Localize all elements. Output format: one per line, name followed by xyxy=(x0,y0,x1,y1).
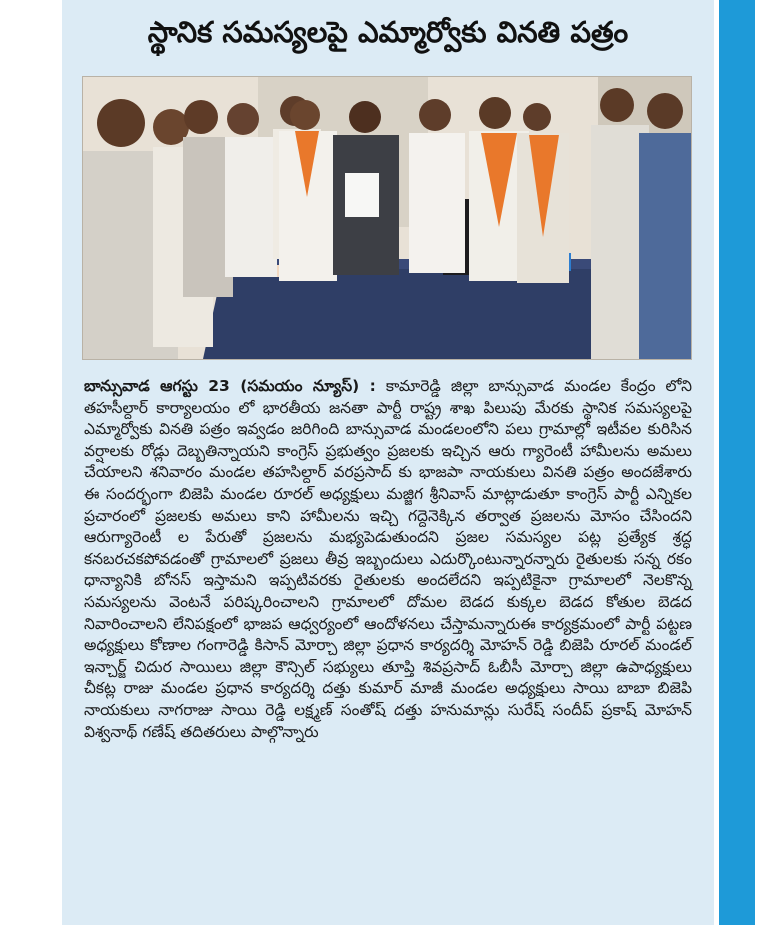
article-headline: స్థానిక సమస్యలపై ఎమ్మార్వోకు వినతి పత్రం xyxy=(147,15,629,49)
article-body xyxy=(84,376,692,743)
group-photo-illustration xyxy=(83,77,691,359)
article-body-text: కామారెడ్డి జిల్లా బాన్సువాడ మండల కేంద్రం లోని తహసీల్దార్ కార్యాలయం లో భారతీయ జనతా పార్టీ రాష్ట్ర శాఖ పిలుపు మేరకు స్థానిక సమస్యలపై ఎమ్మార్వోకు వినతి పత్రం ఇవ్వడం జరిగింది బాన్సువాడ మండలంలోని పలు గ్రామాల్లో ఇటీవల కురిసిన వర్షాలకు రోడ్లు దెబ్బతిన్నాయని కాంగ్రెస్ ప్రభుత్వం ప్రజలకు ఇచ్చిన ఆరు గ్యారెంటీ హామీలను అమలు చేయాలని శనివారం మండల తహసిల్దార్ వరప్రసాద్ కు భాజపా నాయకులు వినతి పత్రం అందజేశారు ఈ సందర్భంగా బిజెపి మండల రూరల్ అధ్యక్షులు మజ్జిగ శ్రీనివాస్ మాట్లాడుతూ కాంగ్రెస్ పార్టీ ఎన్నికల ప్రచారంలో ప్రజలకు అమలు కాని హామీలను ఇచ్చి గద్దెనెక్కిన తర్వాత ప్రజలను మోసం చేసిందని ఆరుగ్యారెంటీ ల పేరుతో ప్రజలను మభ్యపెడుతుందని ప్రజల సమస్యల పట్ల ప్రత్యేక శ్రద్ధ కనబరచకపోవడంతో గ్రామాలలో ప్రజలు తీవ్ర ఇబ్బందులు ఎదుర్కొంటున్నారన్నారు రైతులకు సన్న రకం ధాన్యానికి బోనస్ ఇస్తామని ఇప్పటివరకు రైతులకు అందలేదని ఇప్పటికైనా గ్రామాలలో నెలకొన్న సమస్యలను వెంటనే పరిష్కరించాలని గ్రామాలలో దోమల బెడద కుక్కల బెడద కోతుల బెడద నివారించాలని లేనిపక్షంలో భాజప ఆధ్వర్యంలో ఆందోళనలు చేస్తామన్నారుఈ కార్యక్రమంలో పార్టీ పట్టణ అధ్యక్షులు కోణాల గంగారెడ్డి కిసాన్ మోర్చా జిల్లా ప్రధాన కార్యదర్శి మోహన్ రెడ్డి బిజెపి రూరల్ మండల్ ఇన్చార్జ్ చిదుర సాయిలు జిల్లా కౌన్సిల్ సభ్యులు తూప్తి శివప్రసాద్ ఓబీసీ మోర్చా జిల్లా ఉపాధ్యక్షులు చీకట్ల రాజు మండల ప్రధాన కార్యదర్శి దత్తు కుమార్ మాజీ మండల అధ్యక్షులు సాయి బాబా బిజెపి నాయకులు నాగరాజు సాయి రెడ్డి లక్ష్మణ్ సంతోష్ దత్తు హనుమాన్లు సురేష్ సందీప్ ప్రకాష్ మోహన్ విశ్వనాథ్ గణేష్ తదితరులు పాల్గొన్నారు xyxy=(84,377,692,741)
news-article xyxy=(62,0,714,925)
article-dateline: బాన్సువాడ ఆగస్టు 23 (సమయం న్యూస్) : xyxy=(84,377,376,395)
blue-side-bar xyxy=(719,0,755,925)
article-photo xyxy=(82,76,692,360)
